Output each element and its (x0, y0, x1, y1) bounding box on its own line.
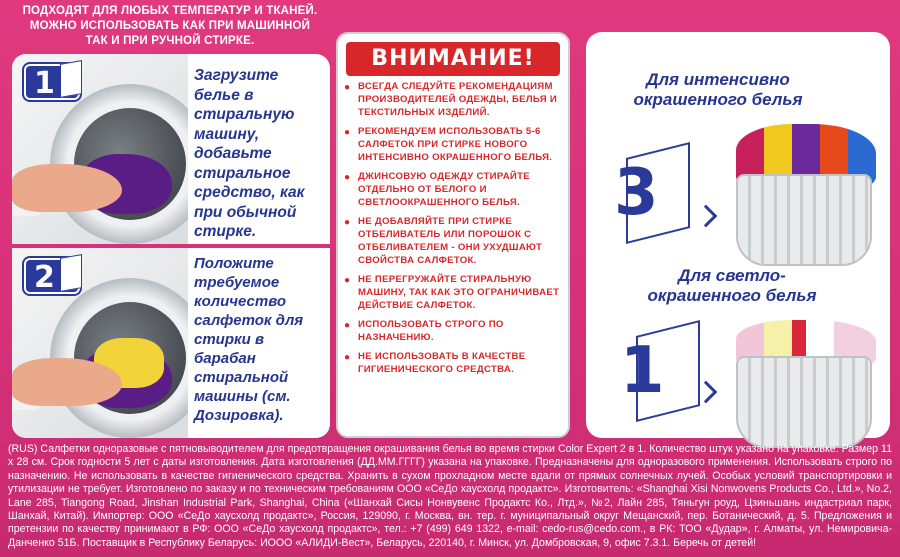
attention-list (344, 80, 566, 382)
product-info-text: (RUS) Салфетки одноразовые с пятновыводителем для предотвращения окрашивания белья во время стирки Color Expert 2 в 1. Количество штук указано на упаковке. Размер 11 х 28 см. Срок годности 5 лет с даты изготовления. Дата изготовления (ДД.ММ.ГГГГ) указана на упаковке. Предназначены для одноразового применения. Использовать строго по назначению. Не использовать в качестве гигиенического средства. Хранить в сухом прохладном месте вдали от прямых солнечных лучей. Особых условий транспортировки и утилизации не требует. Изготовлено по заказу и по техническим требованиям ООО «СеДо хаусхолд продактс». Изготовитель: «Shanghai Xisi Nonwovens Products Co., Ltd.», No.2, Lane 285, Tiangong Road, Jinshan Industrial Park, Shanghai, China («Шанхай Сисы Нонвувенс Продактс Ко., Лтд.», №2, Лайн 285, Тяньгун роуд, Цзиньшань индастриал парк, Шанхай, Китай). Импортер: ООО «СеДо хаусхолд продактс», Россия, 129090, г. Москва, вн. тер. г. муниципальный округ Мещанский, пер. Ботанический, д. 5. Предложения и претензии по качеству принимают в РФ: ООО «СеДо хаусхолд продактс», тел.: +7 (499) 649 1322, e-mail: cedo-rus@cedo.com., в РК: ТОО «Дудар», г. Алматы, ул. Немировича-Данченко 51Б. Поставщик в Республику Беларусь: ИООО «АЛИДИ-Вест», Беларусь, 220140, г. Минск, ул. Домбровская, 9, офис 7.3.1. Беречь от детей! (8, 443, 892, 549)
header-text (0, 4, 340, 49)
header-line-2: МОЖНО ИСПОЛЬЗОВАТЬ КАК ПРИ МАШИННОЙ (29, 20, 311, 32)
attention-item: ● НЕ ПЕРЕГРУЖАЙТЕ СТИРАЛЬНУЮ МАШИНУ, ТАК КАК ЭТО ОГРАНИЧИВАЕТ ДЕЙСТВИЕ САЛФЕТОК. (344, 274, 560, 311)
attention-item: ● ВСЕГДА СЛЕДУЙТЕ РЕКОМЕНДАЦИЯМ ПРОИЗВОДИТЕЛЕЙ ОДЕЖДЫ, БЕЛЬЯ И ТЕКСТИЛЬНЫХ ИЗДЕЛИЙ. (344, 81, 558, 118)
bullet-icon: ● (344, 217, 351, 228)
step-2-text: Положите требуемое количество салфеток для стирки в барабан стиральной машины (см. Дозировка). (194, 255, 304, 424)
attention-item: ● ИСПОЛЬЗОВАТЬ СТРОГО ПО НАЗНАЧЕНИЮ. (344, 319, 504, 343)
step-2-number: 2 (34, 260, 55, 295)
step-1 (12, 54, 330, 244)
attention-item: ● НЕ ДОБАВЛЯЙТЕ ПРИ СТИРКЕ ОТБЕЛИВАТЕЛЬ ИЛИ ПОРОШОК С ОТБЕЛИВАТЕЛЕМ - ОНИ УХУДШАЮТ СВОЙСТВА САЛФЕТОК. (344, 216, 543, 266)
step-2-badge (24, 258, 80, 294)
step-1-text: Загрузите белье в стиральную машину, добавьте стиральное средство, как при обычной стирке. (194, 67, 305, 240)
attention-item: ● НЕ ИСПОЛЬЗОВАТЬ В КАЧЕСТВЕ ГИГИЕНИЧЕСКОГО СРЕДСТВА. (344, 351, 526, 375)
bullet-icon: ● (344, 82, 351, 93)
attention-item: ● ДЖИНСОВУЮ ОДЕЖДУ СТИРАЙТЕ ОТДЕЛЬНО ОТ БЕЛОГО И СВЕТЛООКРАШЕННОГО БЕЛЬЯ. (344, 171, 530, 208)
bullet-icon: ● (344, 352, 351, 363)
step-1-badge (24, 64, 80, 100)
intense-count: 3 (614, 156, 659, 230)
intense-heading: Для интенсивно окрашенного белья (633, 70, 803, 109)
laundry-basket-icon (736, 356, 872, 448)
chevron-right-icon (695, 205, 718, 228)
dosage-panel (586, 32, 890, 438)
bullet-icon: ● (344, 320, 351, 331)
step-2 (12, 248, 330, 438)
laundry-basket-icon (736, 174, 872, 266)
light-heading: Для светло-окрашенного белья (647, 266, 817, 305)
bullet-icon: ● (344, 172, 351, 183)
header-line-1: ПОДХОДЯТ ДЛЯ ЛЮБЫХ ТЕМПЕРАТУР И ТКАНЕЙ. (22, 5, 318, 17)
bullet-icon: ● (344, 127, 351, 138)
step-1-number: 1 (34, 66, 55, 101)
light-count: 1 (620, 334, 665, 408)
bullet-icon: ● (344, 275, 351, 286)
attention-title: ВНИМАНИЕ! (346, 42, 560, 76)
steps-panel (12, 54, 330, 438)
header-line-3: ТАК И ПРИ РУЧНОЙ СТИРКЕ. (85, 35, 255, 47)
attention-panel (336, 32, 570, 438)
attention-item: ● РЕКОМЕНДУЕМ ИСПОЛЬЗОВАТЬ 5-6 САЛФЕТОК ПРИ СТИРКЕ НОВОГО ИНТЕНСИВНО ОКРАШЕННОГО БЕЛЬЯ. (344, 126, 553, 163)
